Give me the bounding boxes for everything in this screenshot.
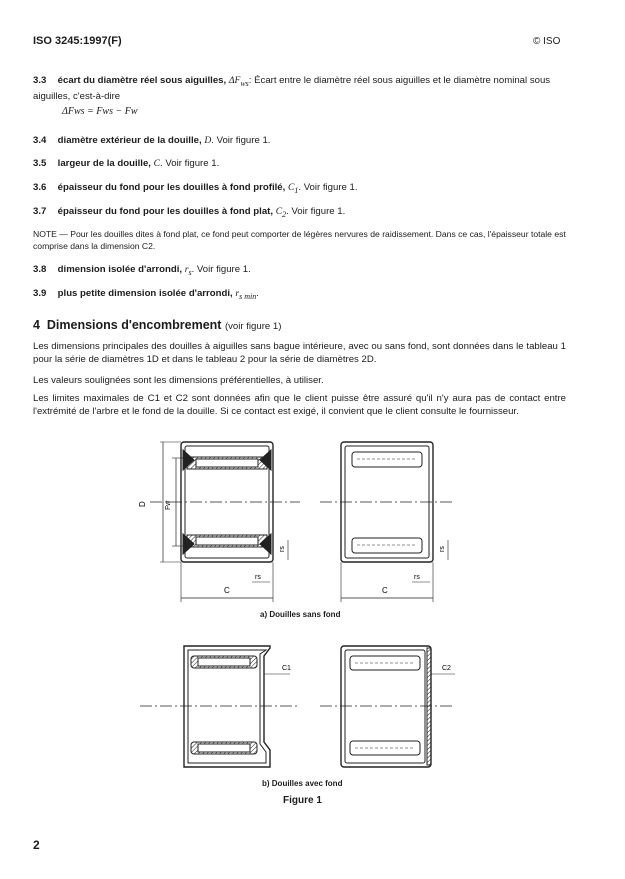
drawing-b-left [140,646,300,767]
clause-3-7: 3.7 épaisseur du fond pour les douilles à fond plat, $C_2$. Voir figure 1. [33,206,346,219]
clause-3-6: 3.6 épaisseur du fond pour les douilles à fond profilé, $C_1$. Voir figure 1. [33,182,358,195]
clause-3-3: 3.3 écart du diamètre réel sous aiguilles, $\Delta F_{ws}$: Écart entre le diamètre réel sous aiguilles et le diamètre nominal sous aiguilles, c'est-à-dire [33,75,551,102]
label-D: D [138,501,147,507]
clause-3-9: 3.9 plus petite dimension isolée d'arrondi, $r_{s min}$. [33,288,259,301]
paragraph-3: Les limites maximales de C1 et C2 sont données afin que le client puisse être assuré qu'il n'y aura pas de contact entre l'extrémité de l'arbre et le fond de la douille. Si ce contact est exigé, il convient que le client consulte le fournisseur. [33,393,566,417]
drawing-a-right [320,442,455,602]
label-rs-a-right-v: rs [439,546,446,552]
label-C-a-right: C [382,586,388,595]
caption-b: b) Douilles avec fond [262,779,343,788]
caption-a: a) Douilles sans fond [260,610,341,619]
note: NOTE — Pour les douilles dites à fond plat, ce fond peut comporter de légères nervures de raidissement. Dans ce cas, l'épaisseur totale est comprise dans la dimension C2. [33,229,566,251]
clause-3-5: 3.5 largeur de la douille, C. Voir figure 1. [33,158,220,169]
label-rs-a-left-v: rs [279,546,286,552]
standard-id: ISO 3245:1997(F) [33,35,122,47]
paragraph-2: Les valeurs soulignées sont les dimensions préférentielles, à utiliser. [33,375,324,386]
paragraph-1: Les dimensions principales des douilles à aiguilles sans bague intérieure, avec ou sans fond, sont données dans le tableau 1 pour la série de diamètres 1D et dans le tableau 2 pour la série de diamètres 2D. [33,341,566,365]
label-Fw: Fw [165,500,172,510]
label-C-a-left: C [224,586,230,595]
section-heading: 4 Dimensions d'encombrement (voir figure 1) [33,318,282,332]
label-C2: C2 [442,665,451,672]
formula: ΔFws = Fws − Fw [62,106,138,117]
page-number: 2 [33,838,40,852]
copyright: © ISO [533,36,561,47]
figure-title: Figure 1 [283,795,322,806]
figure-1-drawing [0,430,625,830]
clause-3-4: 3.4 diamètre extérieur de la douille, D. Voir figure 1. [33,135,271,146]
label-rs-a-left: rs [255,574,261,581]
label-C1: C1 [282,665,291,672]
clause-3-8: 3.8 dimension isolée d'arrondi, $r_s$. Voir figure 1. [33,264,251,277]
label-rs-a-right: rs [414,574,420,581]
drawing-a-left [150,442,300,602]
drawing-b-right [320,646,455,767]
